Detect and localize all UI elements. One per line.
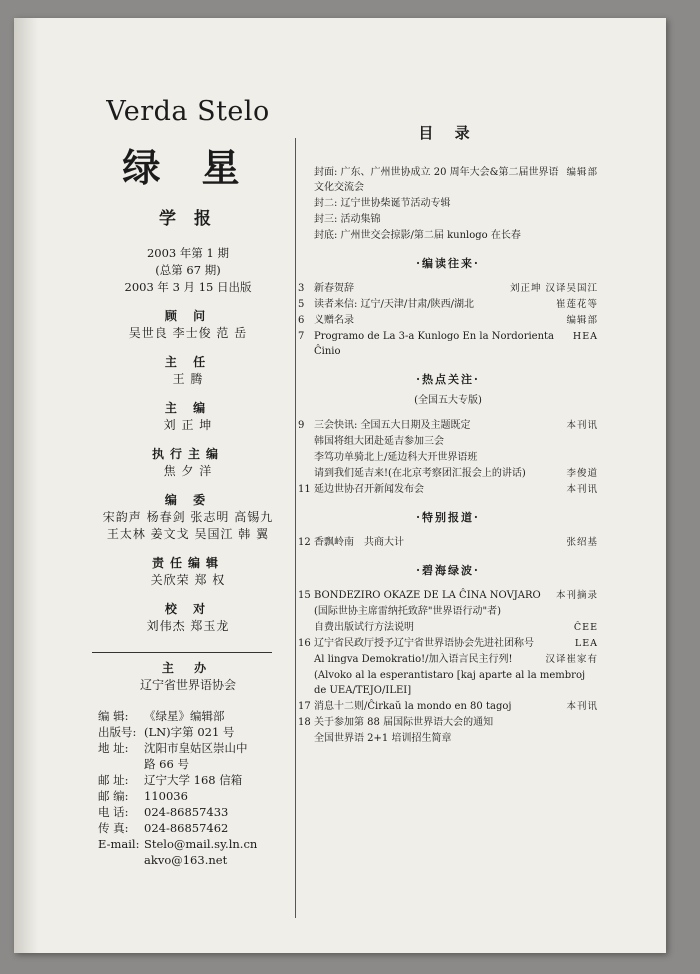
entry-page: 18	[298, 717, 311, 728]
entry-page: 3	[298, 283, 305, 294]
issue-line: 2003 年 3 月 15 日出版	[124, 280, 252, 294]
entry-title: 封二: 辽宁世协柴诞节活动专辑	[314, 198, 451, 209]
toc-title: 目 录	[418, 124, 478, 142]
entry-author: 崔莲花等	[555, 299, 598, 310]
contact-key: 编 辑:	[98, 709, 129, 723]
staff-role	[92, 308, 284, 342]
contact-value: 024-86857462	[144, 821, 229, 835]
entry-title: 三会快讯: 全国五大日期及主题既定	[314, 420, 471, 431]
contact-row	[98, 804, 288, 820]
chinese-title: 绿 星	[122, 145, 254, 190]
entry-page: 6	[298, 315, 305, 326]
entry-author: 本刊摘录	[555, 590, 598, 601]
contact-value: 024-86857433	[144, 805, 229, 819]
toc-entry	[298, 699, 598, 714]
toc-entry	[298, 450, 598, 465]
entry-author: 本刊讯	[566, 701, 598, 712]
contact-key: E-mail:	[98, 837, 140, 851]
toc-entry	[298, 196, 598, 211]
staff-role	[92, 555, 284, 589]
brand-title: Verda Stelo	[106, 96, 270, 127]
issue-line: (总第 67 期)	[155, 263, 221, 277]
entry-page: 7	[298, 331, 305, 342]
toc-entry	[298, 418, 598, 433]
staff-role	[92, 492, 284, 543]
entry-title: (Alvoko al la esperantistaro [kaj aparte al la membroj de UEA/TEJO/ILEI]	[314, 670, 586, 696]
entry-title: 辽宁省民政厅授予辽宁省世界语协会先进社团称号	[314, 638, 534, 649]
entry-author: 李俊道	[566, 468, 598, 479]
contact-value: 路 66 号	[144, 757, 189, 771]
toc-entry	[298, 228, 598, 243]
contact-value: akvo@163.net	[144, 853, 228, 867]
contact-key: 出版号:	[98, 725, 137, 739]
entry-title: 封底: 广州世交会掠影/第二届 kunlogo 在长春	[314, 230, 521, 241]
role-label: 主 编	[164, 401, 212, 415]
entry-author: 张绍基	[566, 537, 598, 548]
role-names: 刘伟杰 郑玉龙	[146, 619, 230, 633]
toc-entry	[298, 212, 598, 227]
page-spine	[14, 18, 38, 953]
toc-entry	[298, 636, 598, 651]
toc-entry	[298, 731, 598, 746]
role-names: 吴世良 李士俊 范 岳	[128, 326, 248, 340]
entry-title: 义赠名录	[314, 315, 354, 326]
entry-title: 请到我们延吉来!(在北京考察团汇报会上的讲话)	[314, 468, 526, 479]
contact-row	[98, 740, 288, 756]
toc-entry	[298, 281, 598, 296]
entry-page: 15	[298, 590, 311, 601]
staff-list	[92, 308, 284, 635]
sponsor-divider	[92, 652, 272, 653]
section-heading: ·热点关注·	[416, 373, 480, 386]
contact-key: 邮 址:	[98, 773, 129, 787]
contact-value: (LN)字第 021 号	[144, 725, 235, 739]
contact-row	[98, 836, 288, 852]
entry-author: 编辑部	[566, 167, 598, 178]
staff-role	[92, 400, 284, 434]
entry-author: 本刊讯	[566, 484, 598, 495]
role-names: 王 腾	[172, 372, 204, 386]
section-heading: ·特别报道·	[416, 511, 480, 524]
entry-author: HEA	[572, 331, 598, 342]
toc-entry	[298, 715, 598, 730]
column-divider	[295, 138, 296, 918]
role-names: 刘 正 坤	[163, 418, 213, 432]
contact-row	[98, 756, 288, 772]
chinese-subtitle: 学 报	[159, 209, 217, 229]
entry-title: 封面: 广东、广州世协成立 20 周年大会&第二届世界语文化交流会	[314, 167, 559, 193]
entry-title: 封三: 活动集锦	[314, 214, 381, 225]
issue-info	[92, 245, 284, 296]
contact-key: 地 址:	[98, 741, 129, 755]
toc-entry	[298, 620, 598, 635]
entry-author: 编辑部	[566, 315, 598, 326]
contact-value: 辽宁大学 168 信箱	[144, 773, 243, 787]
entry-title: BONDEZIRO OKAZE DE LA ĈINA NOVJARO	[314, 590, 541, 601]
contact-key: 传 真:	[98, 821, 129, 835]
entry-title: 李笃功单骑北上/延边科大开世界语班	[314, 452, 478, 463]
role-label: 责任编辑	[151, 556, 224, 570]
role-label: 编 委	[164, 493, 212, 507]
entry-title: Programo de La 3-a Kunlogo En la Nordorienta Ĉinio	[314, 331, 555, 357]
entry-title: Al lingva Demokratio!/加入语言民主行列!	[314, 654, 513, 665]
contact-key: 邮 编:	[98, 789, 129, 803]
role-names: 关欣荣 郑 权	[150, 573, 226, 587]
contact-row	[98, 724, 288, 740]
entry-page: 16	[298, 638, 311, 649]
entry-author: 本刊讯	[566, 420, 598, 431]
toc-entry	[298, 434, 598, 449]
toc-entry	[298, 482, 598, 497]
entry-author: ĈEE	[573, 622, 598, 633]
entry-author: LEA	[574, 638, 598, 649]
contact-info	[98, 708, 288, 868]
masthead	[92, 96, 284, 635]
role-names: 王太林 姜文戈 吴国江 韩 翼	[106, 527, 270, 541]
cover-entries	[298, 165, 598, 243]
contact-row	[98, 708, 288, 724]
toc-entry	[298, 652, 598, 667]
entry-title: 关于参加第 88 届国际世界语大会的通知	[314, 717, 494, 728]
contact-row	[98, 852, 288, 868]
toc-sections	[298, 255, 598, 746]
entry-page: 12	[298, 537, 311, 548]
entry-page: 5	[298, 299, 305, 310]
toc-entry	[298, 535, 598, 550]
contact-value: 沈阳市皇姑区崇山中	[144, 741, 248, 755]
entry-title: 读者来信: 辽宁/天津/甘肃/陕西/湖北	[314, 299, 475, 310]
contact-key: 电 话:	[98, 805, 129, 819]
section-heading: ·编读往来·	[416, 257, 480, 270]
contact-value: 《绿星》编辑部	[144, 709, 225, 723]
contact-value: Stelo@mail.sy.ln.cn	[144, 837, 258, 851]
role-label: 校 对	[164, 602, 212, 616]
entry-title: 自费出版试行方法说明	[314, 622, 414, 633]
entry-author: 汉译崔家有	[545, 654, 598, 665]
entry-title: 香飘岭南 共商大计	[314, 537, 404, 548]
entry-page: 11	[298, 484, 311, 495]
sponsor-name: 辽宁省世界语协会	[139, 678, 236, 692]
issue-line: 2003 年第 1 期	[146, 246, 230, 260]
role-label: 执行主编	[151, 447, 224, 461]
entry-title: 韩国将组大团赴延吉参加三会	[314, 436, 444, 447]
toc-entry	[298, 604, 598, 619]
entry-title: 全国世界语 2+1 培训招生简章	[314, 733, 452, 744]
staff-role	[92, 601, 284, 635]
toc-entry	[298, 297, 598, 312]
toc-entry	[298, 588, 598, 603]
contact-row	[98, 788, 288, 804]
staff-role	[92, 446, 284, 480]
entry-page: 9	[298, 420, 305, 431]
entry-title: (国际世协主席雷纳托致辞"世界语行动"者)	[314, 606, 502, 617]
entry-author: 刘正坤 汉译吴国江	[509, 283, 598, 294]
contact-row	[98, 772, 288, 788]
section-subheading: (全国五大专版)	[414, 395, 482, 406]
role-label: 顾 问	[164, 309, 212, 323]
role-label: 主 任	[164, 355, 212, 369]
table-of-contents	[298, 122, 598, 747]
journal-page	[14, 18, 666, 953]
entry-title: 延边世协召开新闻发布会	[314, 484, 424, 495]
entry-page: 17	[298, 701, 311, 712]
toc-entry	[298, 165, 598, 195]
contact-value: 110036	[144, 789, 188, 803]
staff-role	[92, 354, 284, 388]
sponsor-block	[92, 660, 284, 694]
sponsor-label: 主 办	[161, 661, 215, 675]
toc-entry	[298, 329, 598, 359]
contact-row	[98, 820, 288, 836]
entry-title: 消息十二则/Ĉirkaŭ la mondo en 80 tagoj	[314, 701, 512, 712]
toc-entry	[298, 466, 598, 481]
entry-title: 新春贺辞	[314, 283, 354, 294]
toc-entry	[298, 668, 598, 698]
section-heading: ·碧海绿波·	[416, 564, 480, 577]
toc-entry	[298, 313, 598, 328]
role-names: 宋韵声 杨春剑 张志明 高锡九	[102, 510, 274, 524]
role-names: 焦 夕 洋	[163, 464, 213, 478]
